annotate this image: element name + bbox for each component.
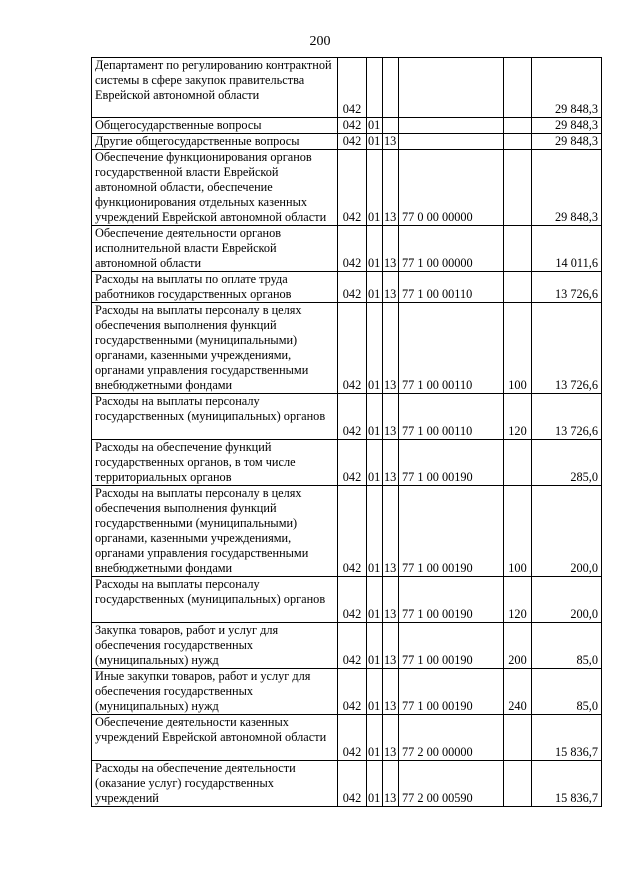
table-row (92, 226, 602, 272)
table-row (92, 303, 602, 394)
row-vr-code (504, 58, 532, 118)
row-name: Общегосударственные вопросы (92, 118, 338, 134)
row-cs-code: 77 1 00 00190 (399, 623, 504, 669)
row-pr-code: 13 (383, 715, 399, 761)
row-sum: 85,0 (532, 623, 602, 669)
row-vr-code (504, 150, 532, 226)
row-vr-code (504, 272, 532, 303)
row-name: Расходы на выплаты персоналу государственных (муниципальных) органов (92, 394, 338, 440)
row-pr-code: 13 (383, 150, 399, 226)
row-sum: 15 836,7 (532, 761, 602, 807)
row-sum: 14 011,6 (532, 226, 602, 272)
row-sum: 29 848,3 (532, 58, 602, 118)
row-cs-code: 77 1 00 00110 (399, 394, 504, 440)
row-pr-code: 13 (383, 134, 399, 150)
row-rz-code: 01 (367, 150, 383, 226)
row-sum: 13 726,6 (532, 394, 602, 440)
row-cs-code (399, 118, 504, 134)
table-row (92, 486, 602, 577)
row-name: Обеспечение деятельности казенных учреждений Еврейской автономной области (92, 715, 338, 761)
row-cs-code (399, 134, 504, 150)
row-pr-code: 13 (383, 669, 399, 715)
row-rz-code: 01 (367, 486, 383, 577)
row-rz-code: 01 (367, 440, 383, 486)
row-gr-code: 042 (338, 118, 367, 134)
row-cs-code: 77 1 00 00190 (399, 486, 504, 577)
row-gr-code: 042 (338, 623, 367, 669)
table-row (92, 669, 602, 715)
row-name: Другие общегосударственные вопросы (92, 134, 338, 150)
row-rz-code: 01 (367, 577, 383, 623)
row-rz-code: 01 (367, 272, 383, 303)
row-vr-code: 100 (504, 486, 532, 577)
row-sum: 285,0 (532, 440, 602, 486)
row-sum: 13 726,6 (532, 272, 602, 303)
row-name: Обеспечение деятельности органов исполнительной власти Еврейской автономной области (92, 226, 338, 272)
row-name: Закупка товаров, работ и услуг для обеспечения государственных (муниципальных) нужд (92, 623, 338, 669)
table-row (92, 118, 602, 134)
row-pr-code: 13 (383, 440, 399, 486)
row-rz-code: 01 (367, 226, 383, 272)
row-rz-code: 01 (367, 394, 383, 440)
row-pr-code: 13 (383, 394, 399, 440)
row-pr-code: 13 (383, 226, 399, 272)
table-row (92, 134, 602, 150)
table-row (92, 58, 602, 118)
table-row (92, 623, 602, 669)
row-cs-code: 77 1 00 00000 (399, 226, 504, 272)
row-gr-code: 042 (338, 715, 367, 761)
row-sum: 85,0 (532, 669, 602, 715)
row-rz-code: 01 (367, 715, 383, 761)
row-pr-code: 13 (383, 623, 399, 669)
row-vr-code (504, 226, 532, 272)
row-vr-code (504, 134, 532, 150)
table-row (92, 272, 602, 303)
row-pr-code: 13 (383, 303, 399, 394)
row-pr-code (383, 58, 399, 118)
row-name: Расходы на выплаты персоналу в целях обеспечения выполнения функций государственными (муниципальными) органами, казенными учреждениями, органами управления государственными внебюджетными фондами (92, 303, 338, 394)
row-name: Обеспечение функционирования органов государственной власти Еврейской автономной области, обеспечение функционирования отдельных казенных учреждений Еврейской автономной области (92, 150, 338, 226)
row-gr-code: 042 (338, 394, 367, 440)
table-row (92, 577, 602, 623)
row-cs-code (399, 58, 504, 118)
row-vr-code (504, 440, 532, 486)
table-row (92, 715, 602, 761)
row-gr-code: 042 (338, 58, 367, 118)
row-gr-code: 042 (338, 577, 367, 623)
row-gr-code: 042 (338, 303, 367, 394)
budget-table (91, 57, 602, 807)
row-pr-code: 13 (383, 577, 399, 623)
row-cs-code: 77 1 00 00190 (399, 440, 504, 486)
page-number: 200 (309, 34, 331, 49)
row-name: Расходы на выплаты персоналу в целях обеспечения выполнения функций государственными (муниципальными) органами, казенными учреждениями, органами управления государственными внебюджетными фондами (92, 486, 338, 577)
table-row (92, 440, 602, 486)
row-gr-code: 042 (338, 440, 367, 486)
row-name: Департамент по регулированию контрактной системы в сфере закупок правительства Еврейской автономной области (92, 58, 338, 118)
row-name: Расходы на выплаты по оплате труда работников государственных органов (92, 272, 338, 303)
row-sum: 200,0 (532, 486, 602, 577)
row-vr-code: 100 (504, 303, 532, 394)
budget-table-body (92, 58, 602, 807)
row-rz-code: 01 (367, 134, 383, 150)
table-row (92, 394, 602, 440)
row-cs-code: 77 1 00 00110 (399, 303, 504, 394)
table-row (92, 761, 602, 807)
row-sum: 29 848,3 (532, 150, 602, 226)
row-gr-code: 042 (338, 272, 367, 303)
row-cs-code: 77 2 00 00000 (399, 715, 504, 761)
row-name: Иные закупки товаров, работ и услуг для обеспечения государственных (муниципальных) нужд (92, 669, 338, 715)
row-name: Расходы на обеспечение функций государственных органов, в том числе территориальных органов (92, 440, 338, 486)
row-rz-code: 01 (367, 303, 383, 394)
row-vr-code: 120 (504, 394, 532, 440)
row-rz-code: 01 (367, 623, 383, 669)
row-gr-code: 042 (338, 226, 367, 272)
row-pr-code: 13 (383, 761, 399, 807)
row-vr-code (504, 761, 532, 807)
row-cs-code: 77 1 00 00190 (399, 577, 504, 623)
row-name: Расходы на выплаты персоналу государственных (муниципальных) органов (92, 577, 338, 623)
row-rz-code (367, 58, 383, 118)
row-gr-code: 042 (338, 134, 367, 150)
row-vr-code: 200 (504, 623, 532, 669)
row-gr-code: 042 (338, 150, 367, 226)
row-cs-code: 77 1 00 00190 (399, 669, 504, 715)
row-gr-code: 042 (338, 486, 367, 577)
row-sum: 15 836,7 (532, 715, 602, 761)
row-gr-code: 042 (338, 669, 367, 715)
row-rz-code: 01 (367, 118, 383, 134)
row-pr-code (383, 118, 399, 134)
row-vr-code (504, 715, 532, 761)
row-name: Расходы на обеспечение деятельности (оказание услуг) государственных учреждений (92, 761, 338, 807)
row-cs-code: 77 1 00 00110 (399, 272, 504, 303)
row-vr-code: 240 (504, 669, 532, 715)
row-gr-code: 042 (338, 761, 367, 807)
row-cs-code: 77 2 00 00590 (399, 761, 504, 807)
row-cs-code: 77 0 00 00000 (399, 150, 504, 226)
row-sum: 13 726,6 (532, 303, 602, 394)
row-vr-code (504, 118, 532, 134)
row-sum: 200,0 (532, 577, 602, 623)
row-rz-code: 01 (367, 669, 383, 715)
row-vr-code: 120 (504, 577, 532, 623)
row-rz-code: 01 (367, 761, 383, 807)
row-pr-code: 13 (383, 272, 399, 303)
row-sum: 29 848,3 (532, 134, 602, 150)
row-pr-code: 13 (383, 486, 399, 577)
table-row (92, 150, 602, 226)
row-sum: 29 848,3 (532, 118, 602, 134)
